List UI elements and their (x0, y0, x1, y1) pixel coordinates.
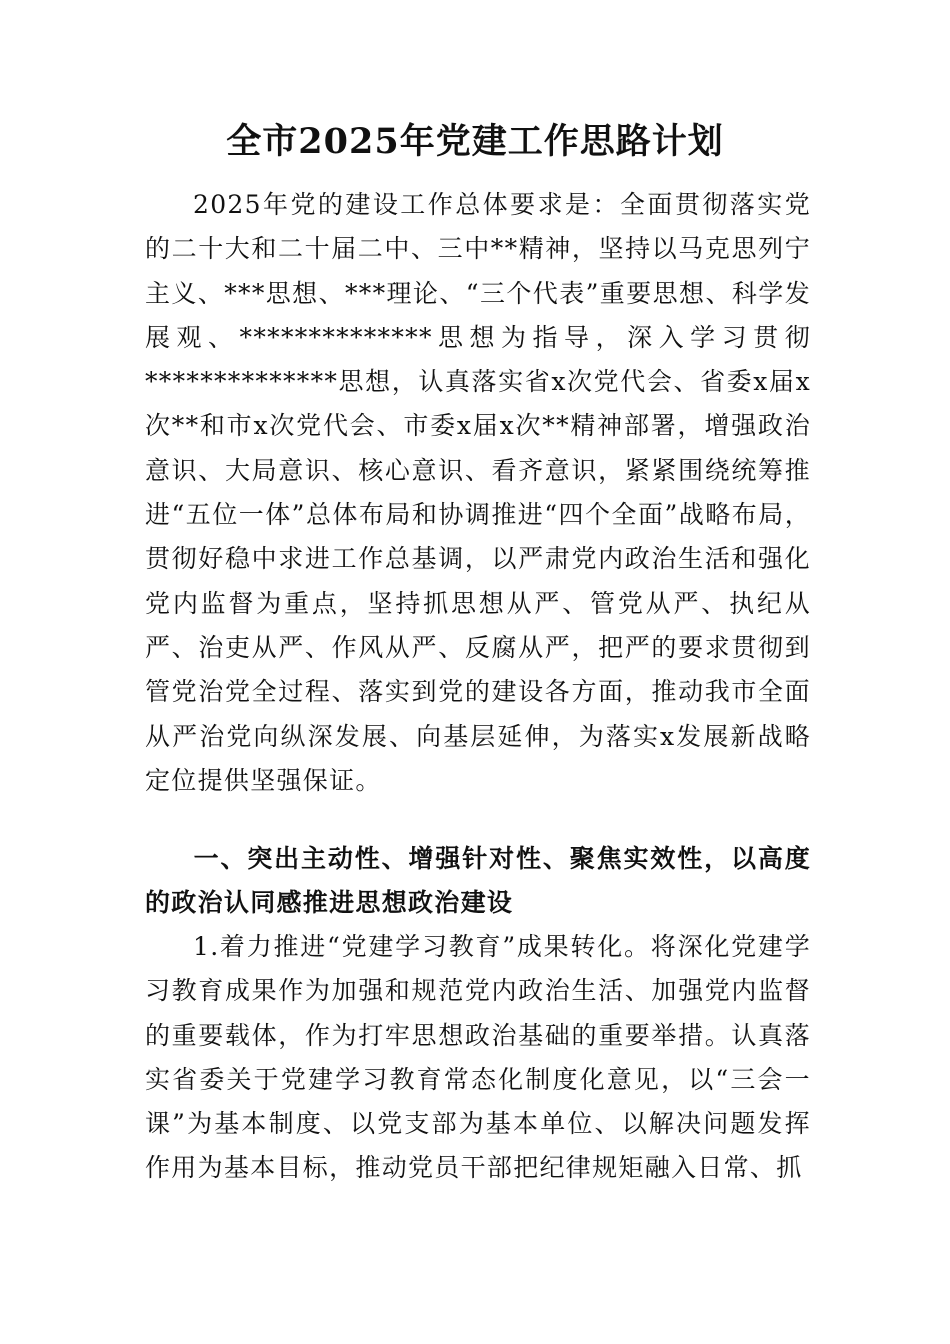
intro-paragraph-text: 2025年党的建设工作总体要求是：全面贯彻落实党的二十大和二十届二中、三中**精神，坚持以马克思列宁主义、***思想、***理论、“三个代表”重要思想、科学发展观、**************思想为指导，深入学习贯彻**************思想，认真落实省x次党代会、省委x届x次**和市x次党代会、市委x届x次**精神部署，增强政治意识、大局意识、核心意识、看齐意识，紧紧围绕统筹推进“五位一体”总体布局和协调推进“四个全面”战略布局，贯彻好稳中求进工作总基调，以严肃党内政治生活和强化党内监督为重点，坚持抓思想从严、管党从严、执纪从严、治吏从严、作风从严、反腐从严，把严的要求贯彻到管党治党全过程、落实到党的建设各方面，推动我市全面从严治党向纵深发展、向基层延伸，为落实x发展新战略定位提供坚强保证。 (145, 190, 811, 795)
section-heading-1-text: 一、突出主动性、增强针对性、聚焦实效性，以高度的政治认同感推进思想政治建设 (145, 844, 811, 918)
section-heading-1 (145, 837, 811, 926)
intro-paragraph (145, 183, 811, 803)
section-1-paragraph (145, 925, 811, 1191)
section-1-paragraph-text: 1.着力推进“党建学习教育”成果转化。将深化党建学习教育成果作为加强和规范党内政治生活、加强党内监督的重要载体，作为打牢思想政治基础的重要举措。认真落实省委关于党建学习教育常态化制度化意见，以“三会一课”为基本制度、以党支部为基本单位、以解决问题发挥作用为基本目标，推动党员干部把纪律规矩融入日常、抓 (145, 932, 811, 1183)
document-title: 全市2025年党建工作思路计划 (226, 121, 724, 162)
